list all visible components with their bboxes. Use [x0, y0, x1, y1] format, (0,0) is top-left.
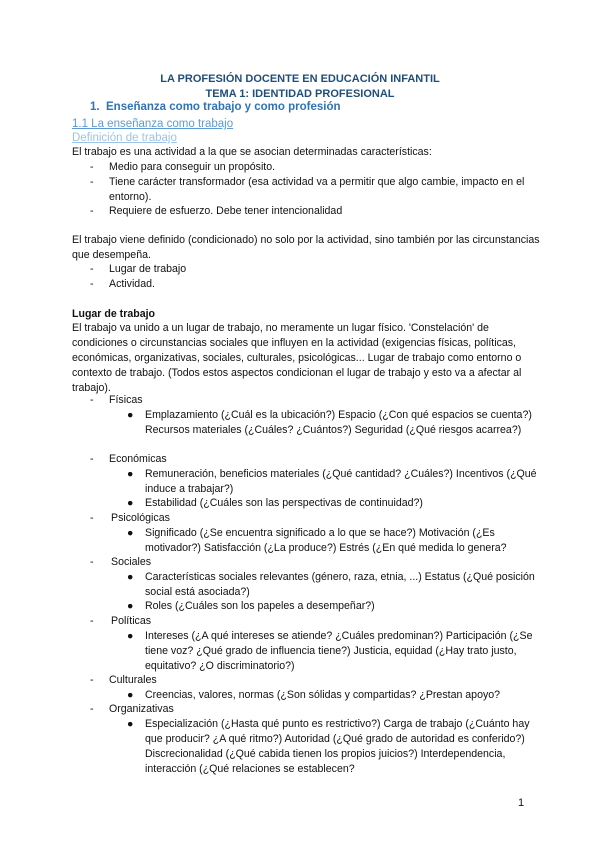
- bullet-marker: ●: [127, 718, 134, 730]
- bullet-text: Intereses (¿A qué intereses se atiende? ¿Cuáles predominan?) Participación (¿Se tiene voz? ¿Qué grado de influencia tiene?) Justicia, equidad (¿Hay trato justo, equitativo? ¿O discriminatorio?): [145, 630, 533, 672]
- subsubsection-heading: Definición de trabajo: [72, 132, 177, 144]
- bullet-marker: ●: [127, 468, 134, 480]
- dash-marker: -: [90, 512, 94, 524]
- defined-paragraph: El trabajo viene definido (condicionado) no solo por la actividad, sino también por las circunstancias que desempeña.: [72, 234, 540, 261]
- page-number: 1: [518, 797, 525, 809]
- bullet-marker: ●: [127, 571, 134, 583]
- list-item-text: Actividad.: [109, 278, 155, 290]
- dash-marker: -: [90, 205, 94, 217]
- section-number: 1.: [90, 101, 100, 113]
- category-name: Políticas: [111, 615, 152, 627]
- category-name: Físicas: [109, 394, 143, 406]
- category-name: Culturales: [109, 674, 157, 686]
- bullet-text: Significado (¿Se encuentra significado a lo que se hace?) Motivación (¿Es motivador?) Satisfacción (¿La produce?) Estrés (¿En qué medida lo genera?: [145, 527, 507, 554]
- intro-paragraph: El trabajo es una actividad a la que se asocian determinadas características:: [72, 146, 432, 158]
- dash-marker: -: [90, 176, 94, 188]
- category-name: Económicas: [109, 453, 167, 465]
- dash-marker: -: [90, 394, 94, 406]
- dash-marker: -: [90, 556, 94, 568]
- category-name: Psicológicas: [111, 512, 170, 524]
- bullet-marker: ●: [127, 527, 134, 539]
- dash-marker: -: [90, 161, 94, 173]
- bullet-text: Roles (¿Cuáles son los papeles a desempeñar?): [145, 600, 375, 612]
- list-item-text: Medio para conseguir un propósito.: [109, 161, 276, 173]
- dash-marker: -: [90, 615, 94, 627]
- section-heading: [90, 100, 341, 115]
- category-name: Organizativas: [109, 703, 174, 715]
- category-name: Sociales: [111, 556, 152, 568]
- dash-marker: -: [90, 278, 94, 290]
- dash-marker: -: [90, 263, 94, 275]
- bullet-marker: ●: [127, 409, 134, 421]
- bullet-text: Creencias, valores, normas (¿Son sólidas y compartidas? ¿Prestan apoyo?: [145, 689, 501, 701]
- list-item-text: Requiere de esfuerzo. Debe tener intencionalidad: [109, 205, 343, 217]
- bullet-marker: ●: [127, 630, 134, 642]
- bullet-text: Especialización (¿Hasta qué punto es restrictivo?) Carga de trabajo (¿Cuánto hay que producir? ¿A qué ritmo?) Autoridad (¿Qué grado de autoridad es conferido?) Discrecionalidad (¿Qué cabida tienen los propios juicios?) Interdependencia, interacción (¿Qué relaciones se establecen?: [145, 718, 530, 775]
- dash-marker: -: [90, 674, 94, 686]
- bullet-marker: ●: [127, 497, 134, 509]
- list-item-text: Tiene carácter transformador (esa actividad va a permitir que algo cambie, impacto en el entorno).: [109, 176, 525, 203]
- workplace-paragraph: El trabajo va unido a un lugar de trabajo, no meramente un lugar físico. 'Constelación' de condiciones o circunstancias sociales que influyen en la actividad (exigencias físicas, políticas, económicas, organizativas, sociales, culturales, psicológicas... Lugar de trabajo como entorno o contexto de trabajo. (Todos estos aspectos condicionan el lugar de trabajo y esto va a afectar al trabajo).: [72, 322, 522, 394]
- bullet-marker: ●: [127, 600, 134, 612]
- dash-marker: -: [90, 453, 94, 465]
- topic-title: TEMA 1: IDENTIDAD PROFESIONAL: [205, 88, 395, 100]
- bullet-text: Características sociales relevantes (género, raza, etnia, ...) Estatus (¿Qué posición social está asociada?): [145, 571, 535, 598]
- subsection-heading: 1.1 La enseñanza como trabajo: [72, 118, 234, 130]
- workplace-heading: Lugar de trabajo: [72, 308, 155, 320]
- list-item-text: Lugar de trabajo: [109, 263, 187, 275]
- bullet-text: Remuneración, beneficios materiales (¿Qué cantidad? ¿Cuáles?) Incentivos (¿Qué induce a trabajar?): [145, 468, 537, 495]
- section-heading-text: Enseñanza como trabajo y como profesión: [106, 101, 341, 113]
- bullet-text: Estabilidad (¿Cuáles son las perspectivas de continuidad?): [145, 497, 423, 509]
- dash-marker: -: [90, 703, 94, 715]
- document-title: LA PROFESIÓN DOCENTE EN EDUCACIÓN INFANTIL: [160, 73, 440, 85]
- bullet-text: Emplazamiento (¿Cuál es la ubicación?) Espacio (¿Con qué espacios se cuenta?) Recursos materiales (¿Cuáles? ¿Cuántos?) Seguridad (¿Qué riesgos acarrea?): [145, 409, 532, 436]
- bullet-marker: ●: [127, 689, 134, 701]
